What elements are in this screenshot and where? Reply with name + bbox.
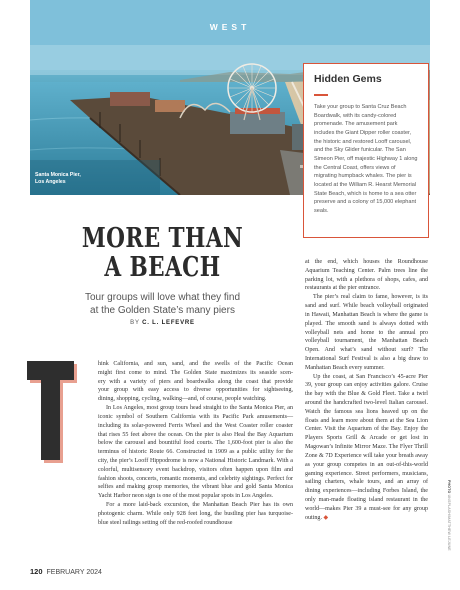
article-right-column [305,258,428,522]
page-folio [30,567,102,576]
photo-caption-line: Santa Monica Pier, [35,172,81,178]
article-left-column [98,360,293,527]
sidebar-accent-rule [314,94,328,96]
article-paragraph: For a more laid-back excursion, the Manhattan Beach Pier has its own photogenic charm. While only 928 feet long, the bustling pier has turquoise-blue steel railings setting off the red-roofed roundhouse [98,502,293,526]
article-paragraph: at the end, which houses the Roundhouse Aquarium Teaching Center. Palm trees line the parking lot, with a plethora of shops, cafes, and restaurants at the pier entrance. [305,259,428,292]
dek-line: at the Golden State’s many piers [90,304,235,316]
lead-line: might first come to mind. The Golden State maximizes its seaside scen- [98,369,293,376]
photo-credit-label: PHOTO [447,480,451,494]
lead-paragraph [98,360,293,404]
dek-line: Tour groups will love what they find [84,292,241,303]
article-headline [57,224,269,282]
article-paragraph-text: Up the coast, at San Francisco’s 45-acre Pier 39, your group can enjoy activities galore. Cruise the bay with the Blue & Gold Fleet. Take a twirl around the handcrafted two-level Italian carousel. Watch the famous sea lions heaved up on the floats and learn more about them at the Sea Lion Center. Visit the Aquarium of the Bay. Enjoy the Players Sports Grill & Arcade or get lost in Magowan’s Infinite Mirror Maze. The Flyer Thrill Zone & 7D Experience will take your breath away as your group competes in an out-of-this-world gaming experience. Street performers, musicians, sailing charters, whale tours, and an array of dining experiences—including Forbes Island, the only man-made floating island restaurant in the world—makes Pier 39 a must-see for any group outing. [305,373,428,521]
byline-author: C. L. LEFEVRE [142,320,195,326]
end-mark-icon: ◆ [323,514,329,521]
drop-cap-t [27,361,79,465]
headline-line: MORE THAN [81,223,244,254]
article-paragraph: The pier’s real claim to fame, however, is its sand and surf. While beach volleyball originated in Hawaii, Manhattan Beach is where the game is played. The smooth sand is always dotted with volleyball nets and home to the annual pro volleyball tournament, the Manhattan Beach Open. And what’s sand without surf? The International Surf Festival is also a big draw to Manhattan Beach every summer. [305,294,428,371]
lead-line: your group with easy access to diverse opportunities for sightseeing, [98,387,293,394]
byline-prefix: BY [130,320,140,326]
section-banner: WEST [209,22,251,32]
article-paragraph: In Los Angeles, most group tours head straight to the Santa Monica Pier, an iconic symbol of Southern California with its Pacific Park amusements—including its solar-powered Ferris Wheel and the West Coaster roller coaster that rises 55 feet above the ocean. On the pier is also Heal the Bay Aquarium below the carousel and bountiful food courts. The 1,600-foot pier is also the terminus of historic Route 66. Constructed in 1909 as a public utility for the city, the pier’s Looff Hippodrome is now a National Historic Landmark. With a colorful, multisensory event backdrop, visitors often happen upon film and fashion shoots, concerts, romantic moments, and celebrity sightings. Perfect for selfies and making group memories, the vibrant blue and gold Santa Monica Yacht Harbor neon sign is one of the most popular spots in Los Angeles. [98,405,293,500]
photo-credit-text: UNSPLASH/MATTHEW LEJUNE [447,494,451,551]
sidebar-body: Take your group to Santa Cruz Beach Boardwalk, with its candy-colored promenade. The amusement park includes the Giant Dipper roller coaster, the historic and restored Looff carousel, and the Sky Glider funicular. The San Simeon Pier, off majestic Highway 1 along the Central Coast, offers views of migrating humpback whales. The pier is located at the William R. Hearst Memorial State Beach, which is home to a sea otter preserve and a colony of 15,000 elephant seals. [314,104,418,214]
hidden-gems-sidebar [303,63,429,238]
lead-line: ery with a variety of piers and boardwalks along the coast that provide [98,378,293,385]
photo-caption-line: Los Angeles [35,179,66,185]
issue-date: FEBRUARY 2024 [46,569,102,576]
lead-line: dining, shopping, cycling, walking—and, of course, people watching. [98,396,267,403]
byline [30,320,295,326]
page-number: 120 [30,567,43,576]
headline-line: A BEACH [104,252,221,283]
article-dek [30,292,295,317]
sidebar-title: Hidden Gems [314,73,382,85]
article-paragraph [305,373,428,523]
photo-credit [447,480,451,551]
photo-caption [35,172,125,186]
lead-line: hink California, and sun, sand, and the swells of the Pacific Ocean [98,361,293,367]
